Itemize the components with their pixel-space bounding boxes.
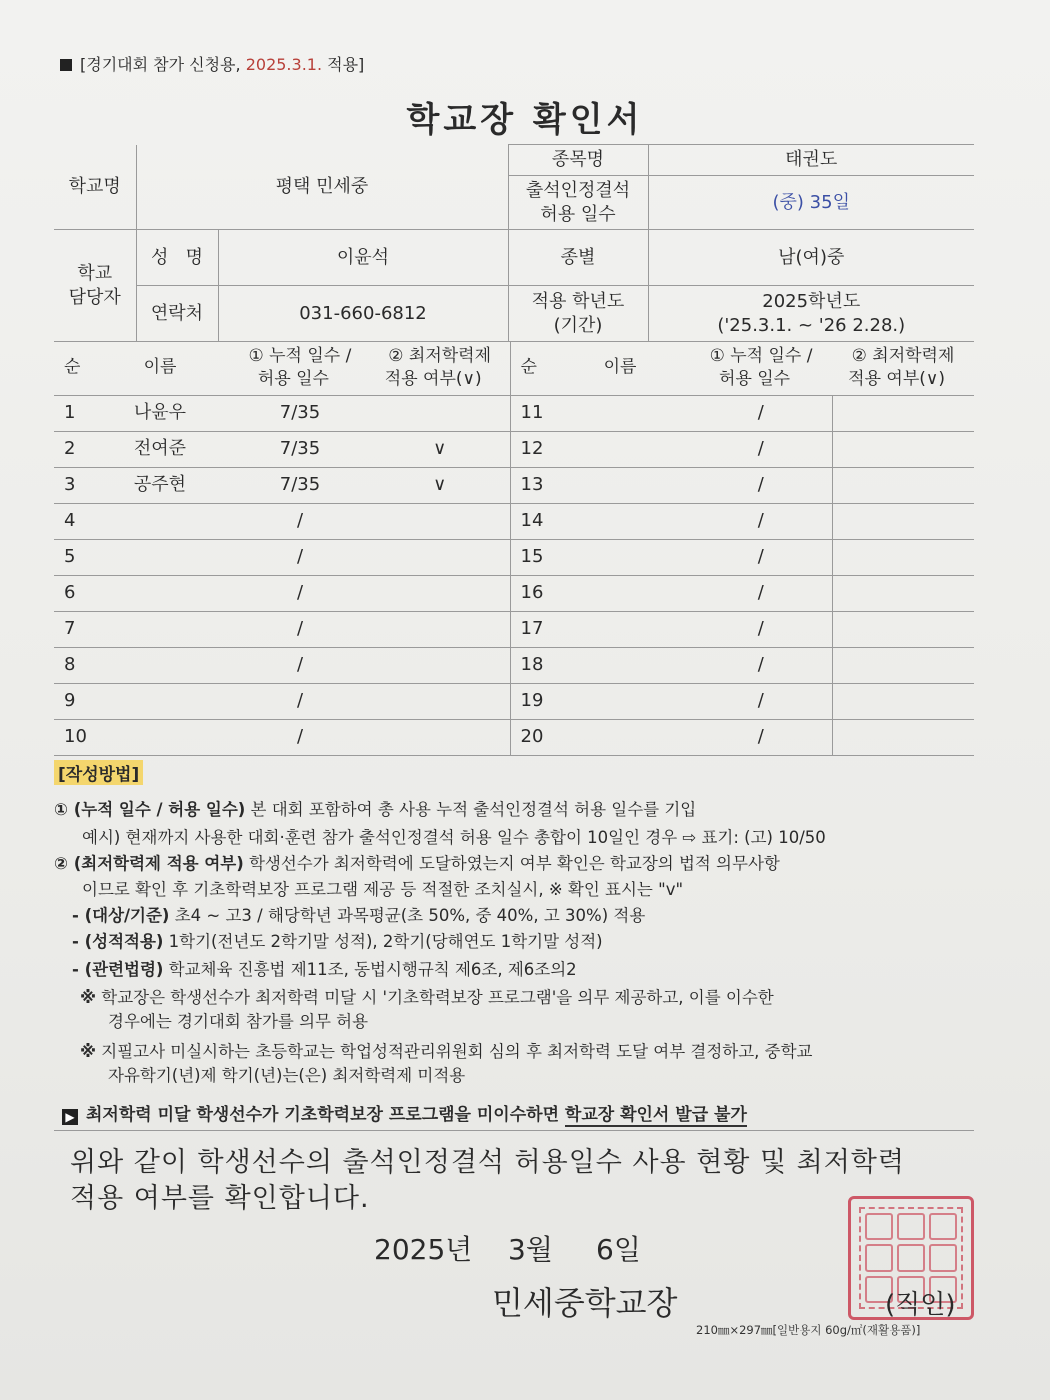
student-name-right (550, 503, 690, 539)
student-name-right (550, 611, 690, 647)
header-days-right-1: ① 누적 일수 / (709, 345, 813, 366)
header-min-left-1: ② 최저학력제 (388, 345, 492, 366)
student-name-right (550, 467, 690, 503)
student-name-left: 공주현 (90, 467, 230, 503)
manager-label-line1: 학교 (77, 263, 113, 285)
student-name-right (550, 539, 690, 575)
row-number-left: 3 (54, 467, 90, 503)
days-right: / (690, 719, 832, 755)
manager-label (54, 230, 136, 342)
table-row (54, 683, 974, 719)
student-name-left (90, 539, 230, 575)
row-number-right: 20 (510, 719, 550, 755)
statement-line1: 위와 같이 학생선수의 출석인정결석 허용일수 사용 현황 및 최저학력 (70, 1147, 905, 1178)
table-row (54, 539, 974, 575)
days-left: 7/35 (230, 395, 370, 431)
header-note (60, 52, 364, 75)
days-right: / (690, 575, 832, 611)
header-min-left-2: 적용 여부(∨) (384, 368, 482, 389)
table-row (54, 719, 974, 755)
min-check-left (370, 611, 510, 647)
header-min-right-1: ② 최저학력제 (851, 345, 955, 366)
guide-line-text: 본 대회 포함하여 총 사용 누적 출석인정결석 허용 일수를 기입 (245, 800, 697, 819)
min-check-right (832, 395, 974, 431)
date-year: 2025년 (374, 1233, 473, 1266)
year-value-line1: 2025학년도 (762, 291, 861, 313)
header-min-right-2: 적용 여부(∨) (848, 368, 945, 389)
guide-line (54, 850, 780, 874)
student-name-left: 나윤우 (90, 395, 230, 431)
min-check-right (832, 539, 974, 575)
row-number-left: 1 (54, 395, 90, 431)
row-number-right: 12 (510, 431, 550, 467)
days-right: / (690, 467, 832, 503)
allowed-days-label-line2: 허용 일수 (540, 203, 616, 225)
warning-line-emphasis: 학교장 확인서 발급 불가 (564, 1105, 747, 1125)
header-no-left: 순 (54, 341, 90, 395)
student-name-left: 전여준 (90, 431, 230, 467)
name-label: 성 명 (136, 230, 218, 286)
min-check-left (370, 719, 510, 755)
header-days-left-1: ① 누적 일수 / (248, 345, 352, 366)
guide-line-text: 이므로 확인 후 기초학력보장 프로그램 제공 등 적절한 조치실시, ※ 확인 표시는 "v" (82, 880, 684, 899)
guide-line-text: 1학기(전년도 2학기말 성적), 2학기(당해연도 1학기말 성적) (163, 932, 603, 951)
guide-line-text: 경우에는 경기대회 참가를 의무 허용 (108, 1012, 369, 1031)
row-number-right: 11 (510, 395, 550, 431)
header-name-left: 이름 (90, 341, 230, 395)
min-check-left (370, 503, 510, 539)
year-value-line2: ('25.3.1. ~ '26 2.28.) (717, 314, 906, 336)
days-right: / (690, 647, 832, 683)
student-name-right (550, 647, 690, 683)
principal-name: 민세중학교장 (492, 1284, 678, 1322)
row-number-left: 9 (54, 683, 90, 719)
student-name-left (90, 683, 230, 719)
guide-line-key: ② (최저학력제 적용 여부) (54, 854, 244, 873)
days-left: / (230, 575, 370, 611)
header-days-right-2: 허용 일수 (719, 368, 791, 389)
event-value: 태권도 (648, 145, 974, 176)
guide-label: [작성방법] (54, 760, 143, 785)
student-name-left (90, 503, 230, 539)
header-days-min-right (690, 341, 974, 395)
header-note-suffix: 적용] (322, 55, 365, 74)
student-name-left (90, 611, 230, 647)
year-label-line1: 적용 학년도 (531, 291, 625, 313)
guide-line (80, 984, 774, 1008)
square-bullet-icon (60, 59, 72, 71)
days-right: / (690, 539, 832, 575)
min-check-left (370, 395, 510, 431)
row-number-right: 16 (510, 575, 550, 611)
row-number-right: 14 (510, 503, 550, 539)
guide-line-text: 자유학기(년)제 학기(년)는(은) 최저학력제 미적용 (108, 1066, 466, 1085)
roster-table (54, 341, 974, 756)
days-left: 7/35 (230, 431, 370, 467)
contact-value: 031-660-6812 (218, 286, 508, 342)
date-month: 3월 (508, 1233, 553, 1266)
guide-line-text: 학교장은 학생선수가 최저학력 미달 시 '기초학력보장 프로그램'을 의무 제공하고, 이를 이수한 (96, 988, 774, 1007)
min-check-right (832, 467, 974, 503)
warning-line (62, 1100, 747, 1125)
table-row (54, 647, 974, 683)
date-day: 6일 (596, 1233, 641, 1266)
school-label: 학교명 (54, 145, 136, 230)
guide-line (72, 902, 645, 926)
student-name-right (550, 431, 690, 467)
min-check-left: ∨ (370, 467, 510, 503)
min-check-right (832, 683, 974, 719)
guide-line-text: 지필고사 미실시하는 초등학교는 학업성적관리위원회 심의 후 최저학력 도달 여부 결정하고, 중학교 (96, 1042, 813, 1061)
row-number-left: 2 (54, 431, 90, 467)
type-label: 종별 (508, 230, 648, 286)
row-number-right: 13 (510, 467, 550, 503)
student-name-right (550, 683, 690, 719)
student-name-right (550, 575, 690, 611)
guide-line-key: - (대상/기준) (72, 906, 170, 925)
guide-line-key: - (성적적용) (72, 932, 164, 951)
min-check-left (370, 539, 510, 575)
table-row (54, 575, 974, 611)
year-label-line2: (기간) (553, 314, 603, 336)
header-note-prefix: [경기대회 참가 신청용, (80, 55, 246, 74)
allowed-days-label (508, 176, 648, 230)
min-check-right (832, 719, 974, 755)
table-row (54, 467, 974, 503)
guide-line (80, 1038, 812, 1062)
days-right: / (690, 431, 832, 467)
guide-line (82, 876, 683, 900)
allowed-days-label-line1: 출석인정결석 (525, 180, 631, 202)
guide-line (82, 824, 826, 848)
min-check-right (832, 611, 974, 647)
days-left: / (230, 611, 370, 647)
header-days-min-left (230, 341, 510, 395)
days-left: / (230, 647, 370, 683)
row-number-right: 18 (510, 647, 550, 683)
row-number-right: 17 (510, 611, 550, 647)
row-number-right: 15 (510, 539, 550, 575)
guide-line-text: 학생선수가 최저학력에 도달하였는지 여부 확인은 학교장의 법적 의무사항 (243, 854, 780, 873)
divider (54, 1130, 974, 1131)
school-value: 평택 민세중 (136, 145, 508, 230)
row-number-left: 8 (54, 647, 90, 683)
page-title: 학교장 확인서 (406, 100, 644, 140)
min-check-left (370, 647, 510, 683)
info-table (54, 144, 974, 342)
allowed-days-value: (중) 35일 (648, 176, 974, 230)
guide-line (72, 928, 603, 952)
days-left: / (230, 683, 370, 719)
arrow-box-icon: ▶ (62, 1109, 78, 1125)
year-label (508, 286, 648, 342)
days-right: / (690, 395, 832, 431)
days-left: 7/35 (230, 467, 370, 503)
guide-line-text: 예시) 현재까지 사용한 대회·훈련 참가 출석인정결석 허용 일수 총합이 10일인 경우 ⇨ 표기: (고) 10/50 (82, 828, 826, 847)
year-value (648, 286, 974, 342)
header-no-right: 순 (510, 341, 550, 395)
header-note-date: 2025.3.1. (245, 55, 323, 74)
warning-line-text: 최저학력 미달 학생선수가 기초학력보장 프로그램을 미이수하면 (86, 1105, 565, 1125)
paper-spec: 210㎜×297㎜[일반용지 60g/㎡(재활용품)] (696, 1323, 921, 1337)
type-value: 남(여)중 (648, 230, 974, 286)
guide-line-key: - (관련법령) (72, 960, 164, 979)
table-row (54, 395, 974, 431)
min-check-right (832, 575, 974, 611)
days-right: / (690, 611, 832, 647)
guide-line (108, 1008, 368, 1032)
name-value: 이윤석 (218, 230, 508, 286)
min-check-right (832, 431, 974, 467)
student-name-right (550, 395, 690, 431)
days-right: / (690, 503, 832, 539)
min-check-left: ∨ (370, 431, 510, 467)
guide-line-text: 초4 ~ 고3 / 해당학년 과목평균(초 50%, 중 40%, 고 30%) 적용 (169, 906, 646, 925)
min-check-right (832, 647, 974, 683)
row-number-left: 10 (54, 719, 90, 755)
seal-mark-label: (직인) (885, 1290, 956, 1320)
guide-line-key: ※ (80, 1042, 97, 1061)
days-left: / (230, 719, 370, 755)
row-number-left: 4 (54, 503, 90, 539)
table-row (54, 431, 974, 467)
row-number-left: 6 (54, 575, 90, 611)
row-number-right: 19 (510, 683, 550, 719)
guide-line (54, 796, 696, 820)
min-check-right (832, 503, 974, 539)
student-name-left (90, 647, 230, 683)
event-label: 종목명 (508, 145, 648, 176)
roster-header-row (54, 341, 974, 395)
table-row (54, 503, 974, 539)
student-name-left (90, 719, 230, 755)
guide-line (72, 956, 577, 980)
student-name-right (550, 719, 690, 755)
guide-line-text: 학교체육 진흥법 제11조, 동법시행규칙 제6조, 제6조의2 (163, 960, 577, 979)
guide-line (108, 1062, 465, 1086)
guide-line-key: ① (누적 일수 / 허용 일수) (54, 800, 246, 819)
contact-label: 연락처 (136, 286, 218, 342)
min-check-left (370, 683, 510, 719)
guide-section (54, 760, 984, 785)
min-check-left (370, 575, 510, 611)
header-days-left-2: 허용 일수 (257, 368, 329, 389)
header-name-right: 이름 (550, 341, 690, 395)
guide-line-key: ※ (80, 988, 97, 1007)
manager-label-line2: 담당자 (68, 286, 121, 308)
row-number-left: 5 (54, 539, 90, 575)
days-left: / (230, 503, 370, 539)
statement-line2: 적용 여부를 확인합니다. (70, 1183, 370, 1214)
student-name-left (90, 575, 230, 611)
table-row (54, 611, 974, 647)
row-number-left: 7 (54, 611, 90, 647)
days-right: / (690, 683, 832, 719)
days-left: / (230, 539, 370, 575)
